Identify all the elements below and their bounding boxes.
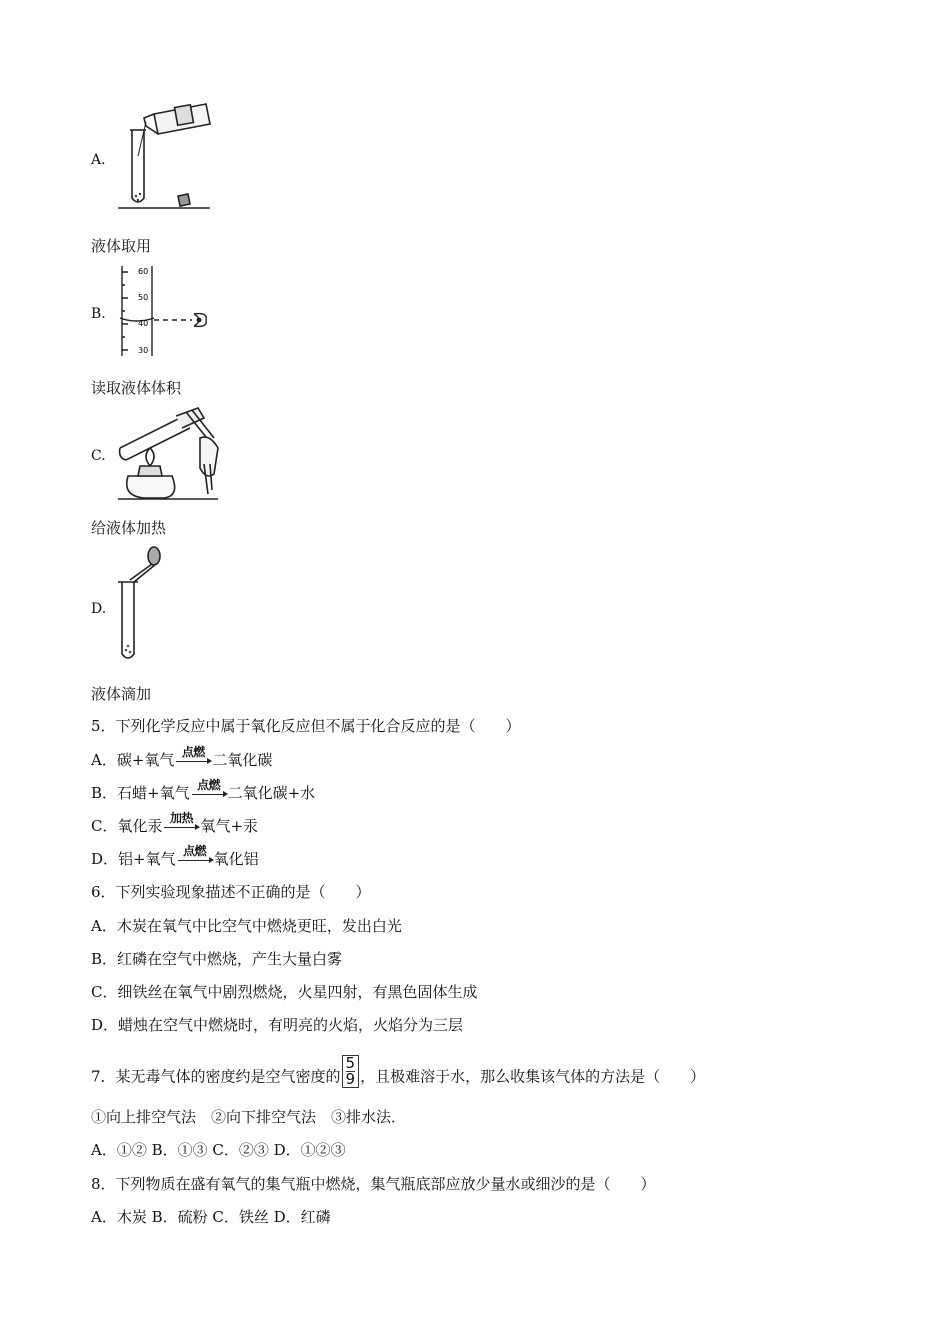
q7-stem-pre: 7．某无毒气体的密度约是空气密度的 bbox=[91, 1067, 341, 1086]
q7-options: A．①② B．①③ C．②③ D．①②③ bbox=[91, 1141, 346, 1159]
q5-option-c-pre: C．氧化汞 bbox=[91, 817, 163, 835]
fraction-denominator: 9 bbox=[345, 1070, 356, 1088]
q6-option-b: B．红磷在空气中燃烧，产生大量白雾 bbox=[91, 950, 343, 968]
reaction-arrow bbox=[163, 811, 199, 836]
condition-label: 加热 bbox=[169, 811, 193, 825]
option-a-letter: A. bbox=[91, 152, 106, 168]
q5-stem: 5．下列化学反应中属于氧化反应但不属于化合反应的是（ ） bbox=[91, 717, 521, 735]
fraction-numerator: 5 bbox=[345, 1054, 356, 1072]
option-d-caption: 液体滴加 bbox=[91, 685, 152, 703]
q7-stem bbox=[91, 1054, 706, 1094]
q6-stem: 6．下列实验现象描述不正确的是（ ） bbox=[91, 883, 371, 901]
q5-option-a-pre: A．碳+氧气 bbox=[91, 751, 175, 769]
scale-50: 50 bbox=[138, 293, 149, 302]
q7-methods: ①向上排空气法 ②向下排空气法 ③排水法． bbox=[91, 1108, 407, 1126]
q5-option-a-post: 二氧化碳 bbox=[212, 751, 273, 769]
q5-option-c-post: 氧气+汞 bbox=[200, 817, 259, 835]
option-b-caption: 读取液体体积 bbox=[91, 379, 182, 397]
graduated-cylinder-reading-figure bbox=[114, 264, 214, 358]
q5-option-d-pre: D．铝+氧气 bbox=[91, 850, 176, 868]
q5-option-a bbox=[91, 745, 273, 770]
q5-option-b bbox=[91, 778, 316, 803]
option-d-letter: D. bbox=[91, 601, 107, 617]
reaction-arrow bbox=[177, 844, 213, 869]
q7-stem-post: ，且极难溶于水，那么收集该气体的方法是（ ） bbox=[360, 1067, 706, 1086]
arrow-icon bbox=[176, 761, 210, 762]
condition-label: 点燃 bbox=[183, 844, 207, 858]
liquid-pouring-figure bbox=[114, 96, 214, 212]
scale-40: 40 bbox=[138, 319, 149, 328]
q5-option-b-post: 二氧化碳+水 bbox=[227, 784, 316, 802]
q5-option-d bbox=[91, 844, 259, 869]
heating-test-tube-figure bbox=[114, 404, 220, 500]
arrow-icon bbox=[164, 827, 198, 828]
reaction-arrow bbox=[175, 745, 211, 770]
q5-option-b-pre: B．石蜡+氧气 bbox=[91, 784, 190, 802]
option-c-letter: C. bbox=[91, 448, 106, 464]
q5-option-c bbox=[91, 811, 259, 836]
q6-option-a: A．木炭在氧气中比空气中燃烧更旺，发出白光 bbox=[91, 917, 402, 935]
q8-options: A．木炭 B．硫粉 C．铁丝 D．红磷 bbox=[91, 1208, 331, 1226]
arrow-icon bbox=[192, 794, 226, 795]
q5-option-d-post: 氧化铝 bbox=[213, 850, 259, 868]
condition-label: 点燃 bbox=[181, 745, 205, 759]
scale-60: 60 bbox=[138, 267, 149, 276]
reaction-arrow bbox=[191, 778, 227, 803]
option-a-caption: 液体取用 bbox=[91, 237, 152, 255]
q6-option-d: D．蜡烛在空气中燃烧时，有明亮的火焰，火焰分为三层 bbox=[91, 1016, 464, 1034]
fraction bbox=[342, 1055, 360, 1088]
q8-stem: 8．下列物质在盛有氧气的集气瓶中燃烧，集气瓶底部应放少量水或细沙的是（ ） bbox=[91, 1175, 656, 1193]
scale-30: 30 bbox=[138, 346, 149, 355]
dropper-figure bbox=[114, 546, 174, 662]
option-b-letter: B. bbox=[91, 306, 106, 322]
option-c-caption: 给液体加热 bbox=[91, 519, 167, 537]
q6-option-c: C．细铁丝在氧气中剧烈燃烧，火星四射，有黑色固体生成 bbox=[91, 983, 478, 1001]
arrow-icon bbox=[178, 860, 212, 861]
condition-label: 点燃 bbox=[197, 778, 221, 792]
